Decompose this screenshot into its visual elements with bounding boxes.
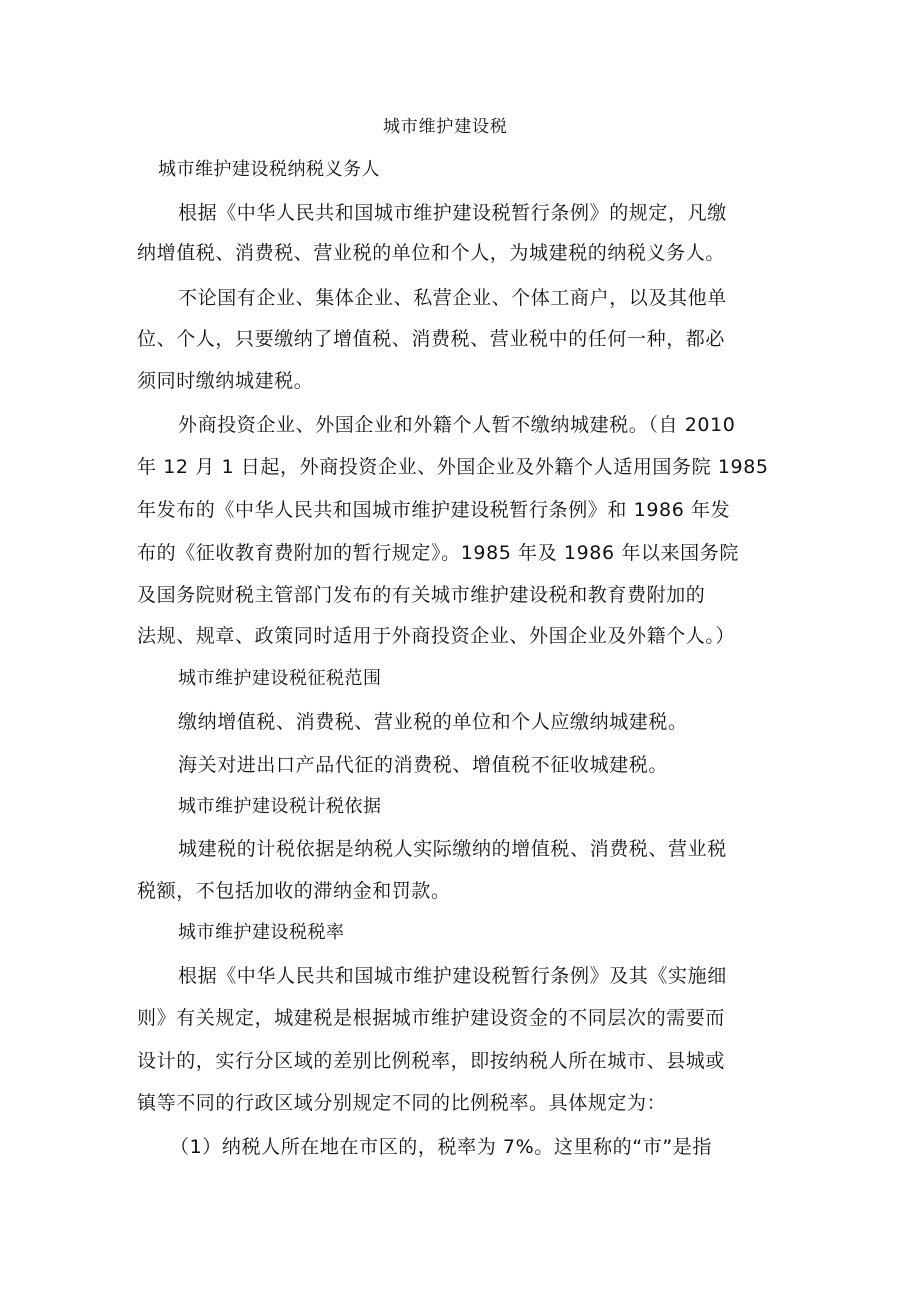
paragraph-line: 城建税的计税依据是纳税人实际缴纳的增值税、消费税、营业税 — [178, 838, 727, 860]
section-heading-rate: 城市维护建设税税率 — [178, 922, 345, 943]
paragraph-line: 外商投资企业、外国企业和外籍个人暂不缴纳城建税。（自 2010 — [178, 414, 736, 436]
paragraph-line: 及国务院财税主管部门发布的有关城市维护建设税和教育费附加的 — [137, 584, 706, 606]
paragraph-line: 不论国有企业、集体企业、私营企业、个体工商户，以及其他单 — [178, 287, 727, 309]
paragraph-line: 法规、规章、政策同时适用于外商投资企业、外国企业及外籍个人。） — [137, 625, 736, 647]
paragraph-line: 税额，不包括加收的滞纳金和罚款。 — [137, 880, 451, 902]
paragraph-line: 海关对进出口产品代征的消费税、增值税不征收城建税。 — [178, 754, 669, 776]
paragraph-line: 则》有关规定，城建税是根据城市维护建设资金的不同层次的需要而 — [137, 1007, 726, 1029]
paragraph-line: 缴纳增值税、消费税、营业税的单位和个人应缴纳城建税。 — [178, 711, 688, 733]
section-heading-basis: 城市维护建设税计税依据 — [178, 796, 382, 817]
paragraph-line: 年发布的《中华人民共和国城市维护建设税暂行条例》和 1986 年发 — [137, 499, 731, 521]
paragraph-line: 位、个人，只要缴纳了增值税、消费税、营业税中的任何一种，都必 — [137, 328, 726, 350]
document-title: 城市维护建设税 — [383, 117, 508, 137]
paragraph-line: 须同时缴纳城建税。 — [137, 370, 314, 392]
paragraph-line: 布的《征收教育费附加的暂行规定》。1985 年及 1986 年以来国务院 — [137, 542, 739, 564]
paragraph-line: 根据《中华人民共和国城市维护建设税暂行条例》及其《实施细 — [178, 965, 727, 987]
rate-item-1: （1）纳税人所在地在市区的，税率为 7%。这里称的“市”是指 — [170, 1136, 712, 1158]
paragraph-line: 年 12 月 1 日起，外商投资企业、外国企业及外籍个人适用国务院 1985 — [137, 456, 769, 478]
paragraph-line: 根据《中华人民共和国城市维护建设税暂行条例》的规定，凡缴 — [178, 202, 727, 224]
paragraph-line: 设计的，实行分区域的差别比例税率，即按纳税人所在城市、县城或 — [137, 1050, 726, 1072]
section-heading-taxpayer: 城市维护建设税纳税义务人 — [158, 159, 380, 180]
paragraph-line: 镇等不同的行政区域分别规定不同的比例税率。具体规定为： — [137, 1092, 667, 1114]
section-heading-scope: 城市维护建设税征税范围 — [178, 668, 382, 689]
paragraph-line: 纳增值税、消费税、营业税的单位和个人，为城建税的纳税义务人。 — [137, 242, 726, 264]
